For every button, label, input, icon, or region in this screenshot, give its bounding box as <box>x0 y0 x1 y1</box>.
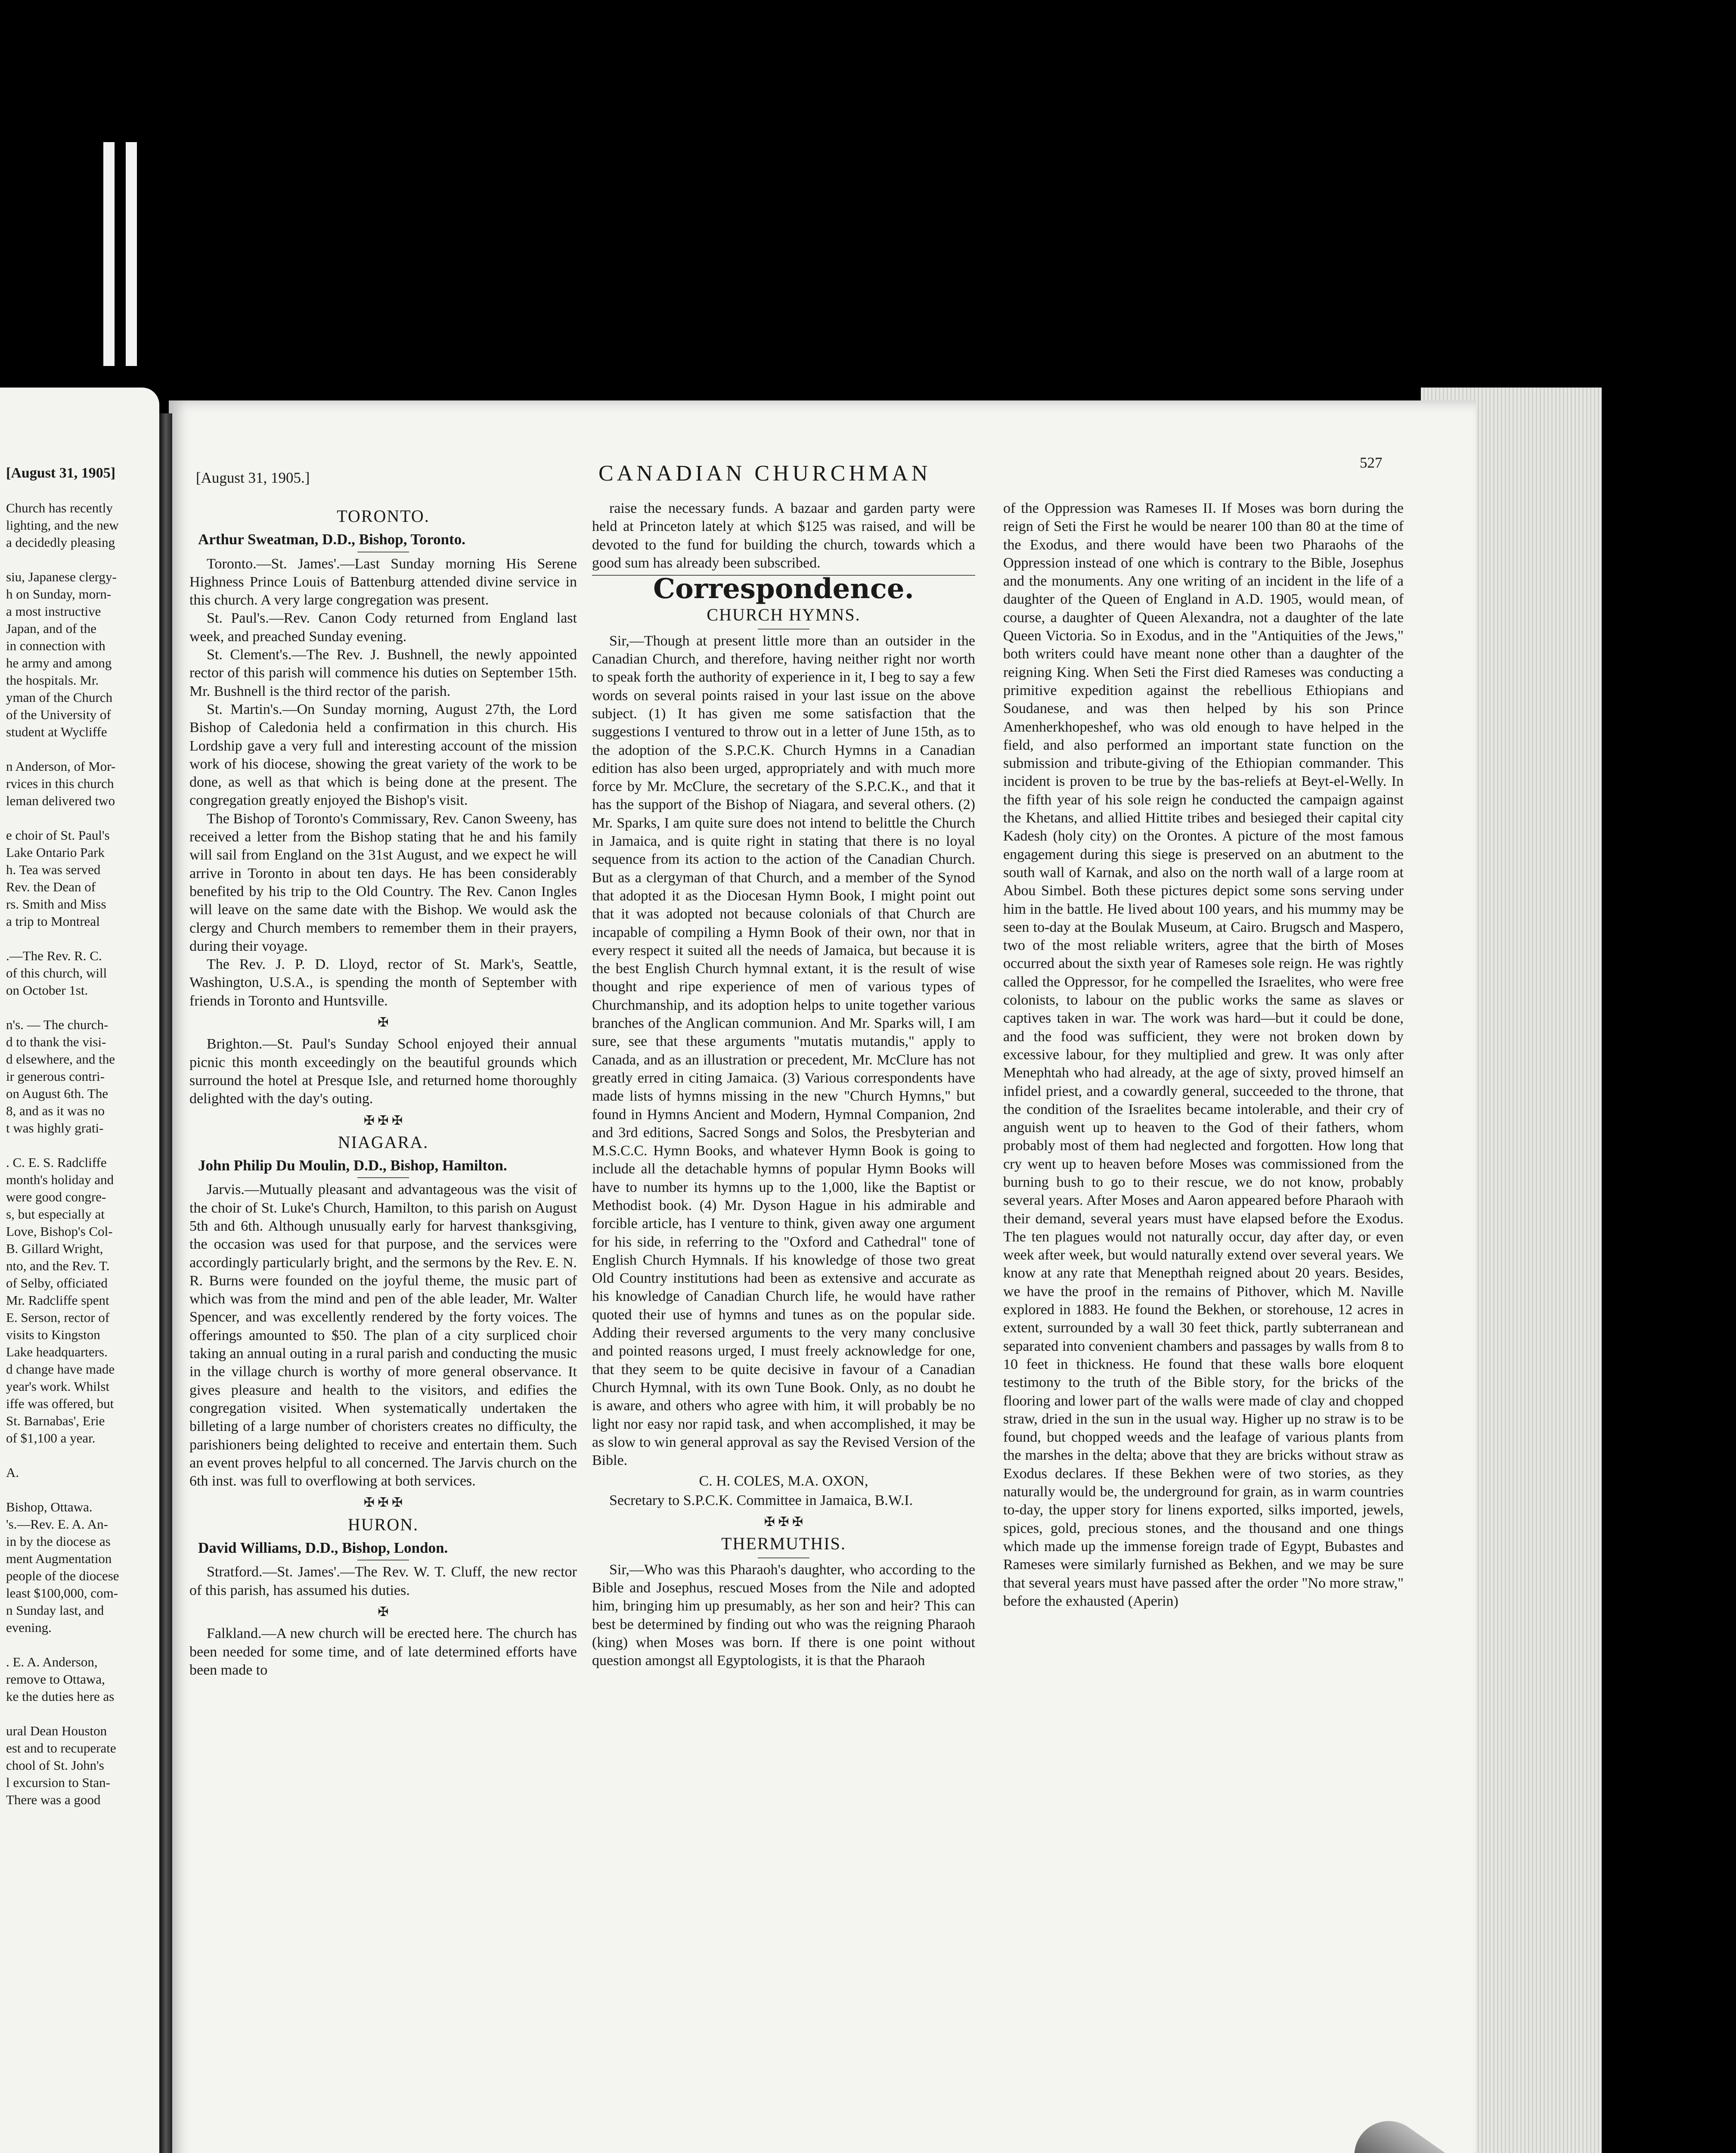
paragraph: Sir,—Though at present little more than an outsider in the Canadian Church, and therefore, having neither right nor worth to speak forth the authority of experience in it, I beg to say a few words on several points raised in your last issue on the above subject. (1) It has given me some satisfaction that the suggestions I ventured to throw out in a letter of June 15th, as to the adoption of the S.P.C.K. Church Hymns in a Canadian edition has also been urged, appropriately and with much more force by Mr. McClure, the secretary of the S.P.C.K., and that it has the support of the Bishop of Niagara, and several others. (2) Mr. Sparks, I am quite sure does not intend to belittle the Church in Jamaica, and is quite right in stating that there is no loyal sequence from its action to the action of the Canadian Church. But as a clergyman of that Church, and a member of the Synod that adopted it as the Diocesan Hymn Book, I might point out that it was adopted not because colonials of that Church are incapable of compiling a Hymn Book of their own, nor that in every respect it suited all the needs of Jamaica, but because it is the best English Church hymnal extant, it is the result of wise thought and ripe experience of men of various types of Churchmanship, and its adoption helps to unite together various branches of the Anglican communion. And Mr. Sparks will, I am sure, see that these arguments "mutatis mutandis," apply to Canada, and as an illustration or precedent, Mr. McClure has not greatly erred in citing Jamaica. (3) Various correspondents have made lists of hymns missing in the new "Church Hymns," but found in Hymns Ancient and Modern, Hymnal Companion, 2nd and 3rd editions, Sacred Songs and Solos, the Presbyterian and M.S.C.C. Hymn Books, and whatever Hymn Book is going to include all the detachable hymns of popular Hymn Books will have to number its hymns up to the 1,000, like the Baptist or Methodist book. (4) Mr. Dyson Hague in his admirable and forcible article, has I venture to think, given away one argument for his side, in referring to the "Oxford and Cathedral" tone of English Church Hymnals. If his knowledge of those two great Old Country institutions had been as extensive and accurate as his knowledge of Canadian Church life, he would have rather quoted their use of hymns and tunes as on the popular side. Adding their reversed arguments to the very many conclusive and pointed reasons urged, I must freely acknowledge for one, that they seem to be quite decisive in favour of a Canadian Church Hymnal, with its own Tune Book. Only, as no doubt he is aware, and others who agree with him, it will probably be no light nor easy nor rapid task, and when accomplished, it may be as slow to win general approval as say the Revised Version of the Bible. <box>592 633 975 1469</box>
ornament-icon: ✠ <box>378 1604 389 1619</box>
huron-bishop: David Williams, D.D., Bishop, London. <box>198 1539 448 1557</box>
ornament-icon: ✠ ✠ ✠ <box>363 1113 403 1128</box>
ornament-icon: ✠ ✠ ✠ <box>363 1495 403 1510</box>
section-niagara: NIAGARA. <box>338 1132 429 1152</box>
book-gutter <box>159 413 172 2153</box>
paragraph: Sir,—Who was this Pharaoh's daughter, who according to the Bible and Josephus, rescued Moses from the Nile and adopted him, bringing him up presumably, as her son and heir? This can best be determined by finding out who was the reigning Pharaoh (king) when Moses was born. If there is one point without question amongst all Egyptologists, it is that the Pharaoh <box>592 1561 975 1669</box>
paragraph: Stratford.—St. James'.—The Rev. W. T. Cluff, the new rector of this parish, has assumed his duties. <box>189 1564 577 1598</box>
niagara-bishop: John Philip Du Moulin, D.D., Bishop, Hamilton. <box>198 1157 507 1174</box>
paragraph: Toronto.—St. James'.—Last Sunday morning His Serene Highness Prince Louis of Battenburg attended divine service in this church. A very large congregation was present. <box>189 555 577 608</box>
paragraph: St. Martin's.—On Sunday morning, August 27th, the Lord Bishop of Caledonia held a confirmation in this church. His Lordship gave a very full and interesting account of the mission work of his diocese, showing the great variety of the work to be done, as well as that which is being done at the present. The congregation greatly enjoyed the Bishop's visit. <box>189 701 577 809</box>
paragraph: Brighton.—St. Paul's Sunday School enjoyed their annual picnic this month exceedingly on the beautiful grounds which surround the hotel at Presque Isle, and returned home thoroughly delighted with the day's outing. <box>189 1036 577 1107</box>
previous-page <box>0 388 159 2153</box>
paragraph: The Bishop of Toronto's Commissary, Rev. Canon Sweeny, has received a letter from the Bishop stating that he and his family will sail from England on the 31st August, and we expect he will arrive in Toronto in about ten days. He has been considerably benefited by his trip to the Old Country. The Rev. Canon Ingles will leave on the same date with the Bishop. We would ask the clergy and Church members to remember them in their prayers, during their voyage. <box>189 810 577 954</box>
column-1 <box>189 499 577 1679</box>
toronto-bishop: Arthur Sweatman, D.D., Bishop, Toronto. <box>198 531 466 548</box>
previous-page-text: Church has recently lighting, and the new a decidedly pleasing siu, Japanese clergy- h on Sunday, morn- a most instructive Japan, and of the in connection with he army and among the hospitals. Mr. yman of the Church of the University of student at Wycliffe n Anderson, of Mor- rvices in this church leman delivered two e choir of St. Paul's Lake Ontario Park h. Tea was served Rev. the Dean of rs. Smith and Miss a trip to Montreal .—The Rev. R. C. of this church, will on October 1st. n's. — The church- d to thank the visi- d elsewhere, and the ir generous contri- on August 6th. The 8, and as it was no t was highly grati- . C. E. S. Radcliffe month's holiday and were good congre- s, but especially at Love, Bishop's Col- B. Gillard Wright, nto, and the Rev. T. of Selby, officiated Mr. Radcliffe spent E. Serson, rector of visits to Kingston Lake headquarters. d change have made year's work. Whilst iffe was offered, but St. Barnabas', Erie of $1,100 a year. A. Bishop, Ottawa. 's.—Rev. E. A. An- in by the diocese as ment Augmentation people of the diocese least $100,000, com- n Sunday last, and evening. . E. A. Anderson, remove to Ottawa, ke the duties here as ural Dean Houston est and to recuperate chool of St. John's l excursion to Stan- There was a good <box>6 500 119 1807</box>
section-huron: HURON. <box>347 1514 419 1534</box>
paragraph: raise the necessary funds. A bazaar and garden party were held at Princeton lately at which $125 was raised, and will be devoted to the fund for building the church, towards which a good sum has already been subscribed. <box>592 500 975 571</box>
paragraph: Falkland.—A new church will be erected here. The church has been needed for some time, and of late determined efforts have been made to <box>189 1626 577 1678</box>
film-mark-top-2 <box>126 142 137 366</box>
signature-name: C. H. COLES, M.A. OXON, <box>699 1473 868 1489</box>
paragraph: Jarvis.—Mutually pleasant and advantageous was the visit of the choir of St. Luke's Church, Hamilton, to this parish on August 5th and 6th. Although unusually early for harvest thanksgiving, the occasion was used for that purpose, and the services were accordingly particularly bright, and the sermons by the Rev. E. N. R. Burns were founded on the joyful theme, the music part of which was from the mind and pen of the able leader, Mr. Walter Spencer, and was excellently rendered by the forty voices. The offerings amounted to $50. The plan of a city surpliced choir taking an annual outing in a rural parish and conducting the music in the village church is worthy of more general observance. It gives pleasure and health to the visitors, and edifies the congregation visited. When systematically undertaken the billeting of a large number of choristers creates no difficulty, the parishioners being delighted to receive and entertain them. Such an event proves helpful to all concerned. The Jarvis church on the 6th inst. was full to overflowing at both services. <box>189 1182 577 1489</box>
paragraph: The Rev. J. P. D. Lloyd, rector of St. Mark's, Seattle, Washington, U.S.A., is spending the month of September with friends in Toronto and Huntsville. <box>189 956 577 1009</box>
column-3 <box>1003 499 1404 1610</box>
page-number: 527 <box>1360 454 1383 471</box>
previous-page-date: [August 31, 1905] <box>6 465 116 481</box>
section-church-hymns: CHURCH HYMNS. <box>707 605 861 625</box>
divider <box>758 1557 809 1558</box>
page-date: [August 31, 1905.] <box>196 469 310 486</box>
section-thermuthis: THERMUTHIS. <box>721 1534 846 1554</box>
divider <box>758 629 809 630</box>
signature-title: Secretary to S.P.C.K. Committee in Jamaica, B.W.I. <box>609 1492 913 1508</box>
page-title: CANADIAN CHURCHMAN <box>598 461 931 486</box>
ornament-icon: ✠ <box>378 1015 389 1030</box>
divider <box>357 1177 409 1178</box>
paragraph: St. Paul's.—Rev. Canon Cody returned from England last week, and preached Sunday evening. <box>189 610 577 645</box>
section-toronto: TORONTO. <box>337 506 430 526</box>
film-mark-top-1 <box>103 142 115 366</box>
column-2 <box>592 499 975 1670</box>
paragraph: St. Clement's.—The Rev. J. Bushnell, the newly appointed rector of this parish will commence his duties on September 15th. Mr. Bushnell is the third rector of the parish. <box>189 647 577 699</box>
correspondence-heading: Correspondence. <box>653 573 914 605</box>
ornament-icon: ✠ ✠ ✠ <box>764 1515 803 1529</box>
paragraph: of the Oppression was Rameses II. If Moses was born during the reign of Seti the First he would be nearer 100 than 80 at the time of the Exodus, and there would have been two Pharaohs of the Oppression instead of one which is contrary to the Bible, Josephus and the monuments. Any one writing of an incident in the life of a daughter of the Queen of England in A.D. 1905, would mean, of course, a daughter of Queen Alexandra, not a daughter of the late Queen Victoria. So in Exodus, and in the "Antiquities of the Jews," both writers could have meant none other than a daughter of the reigning King. When Seti the First died Rameses was conducting a primitive expedition against the rebellious Ethiopians and Soudanese, and was then helped by his son Prince Amenherkhopeshef, who was old enough to have helped in the field, and also performed an important state function on the submission and tribute-giving of the Ethiopian commander. This incident is proven to be true by the bas-reliefs at Beyt-el-Welly. In the fifth year of his sole reign he conducted the campaign against the Khetans, and allied Hittite tribes and besieged their capital city Kadesh (holy city) on the Orontes. A picture of the most famous engagement during this siege is preserved on an abutment to the south wall of Karnak, and also on the north wall of a large room at Abou Simbel. Both these pictures depict some sons serving under him in the battle. He lived about 100 years, and his mummy may be seen to-day at the Boulak Museum, at Cairo. Brugsch and Maspero, two of the most reliable writers, agree that the birth of Moses occurred about the sixth year of Rameses sole reign. He was rightly called the Oppressor, for he compelled the Israelites, who were free colonists, to labour on the public works the same as slaves or captives taken in war. The work was hard—but it could be done, and the food was sufficient, they were not broken down by excessive labour, for they multiplied and grew. It was only after Menephtah who had already, at the age of sixty, proved himself an infidel priest, and a cowardly general, succeeded to the throne, that the condition of the Israelites became intolerable, and their cry of anguish went up to heaven to the God of their fathers, whom probably most of them had neglected and forgotten. How long that cry went up to heaven before Moses was commissioned from the burning bush to go to their rescue, we do not know, probably several years. After Moses and Aaron appeared before Pharaoh with their demand, several years must have elapsed before the Exodus. The ten plagues would not naturally occur, day after day, or even week after week, but would naturally extend over several years. We know at any rate that Menepthah reigned about 20 years. Besides, we have the proof in the remains of Pithover, which M. Naville explored in 1883. He found the Bekhen, or storehouse, 12 acres in extent, surrounded by a wall 30 feet thick, partly subterranean and separated into convenient chambers and passages by walls from 8 to 10 feet in thickness. He found that these walls bore eloquent testimony to the truth of the Bible story, for the bricks of the flooring and lower part of the walls were made of clay and chopped straw, dried in the sun in the usual way. Higher up no straw is to be found, but chopped weeds and the leafage of various plants from the marshes in the delta; above that they are bricks without straw as Exodus declares. If these Bekhen were of two stories, as they naturally would be, the underground for grain, as in warm countries to-day, the upper story for linens exported, silks imported, jewels, spices, gold, precious stones, and the thousand and one things which made up the immense foreign trade of Egypt, Bubastes and Rameses were similarly furnished as Bekhen, and we may be sure that several years must have passed after the order "No more straw," before the exhausted (Aperin) <box>1003 500 1404 1609</box>
